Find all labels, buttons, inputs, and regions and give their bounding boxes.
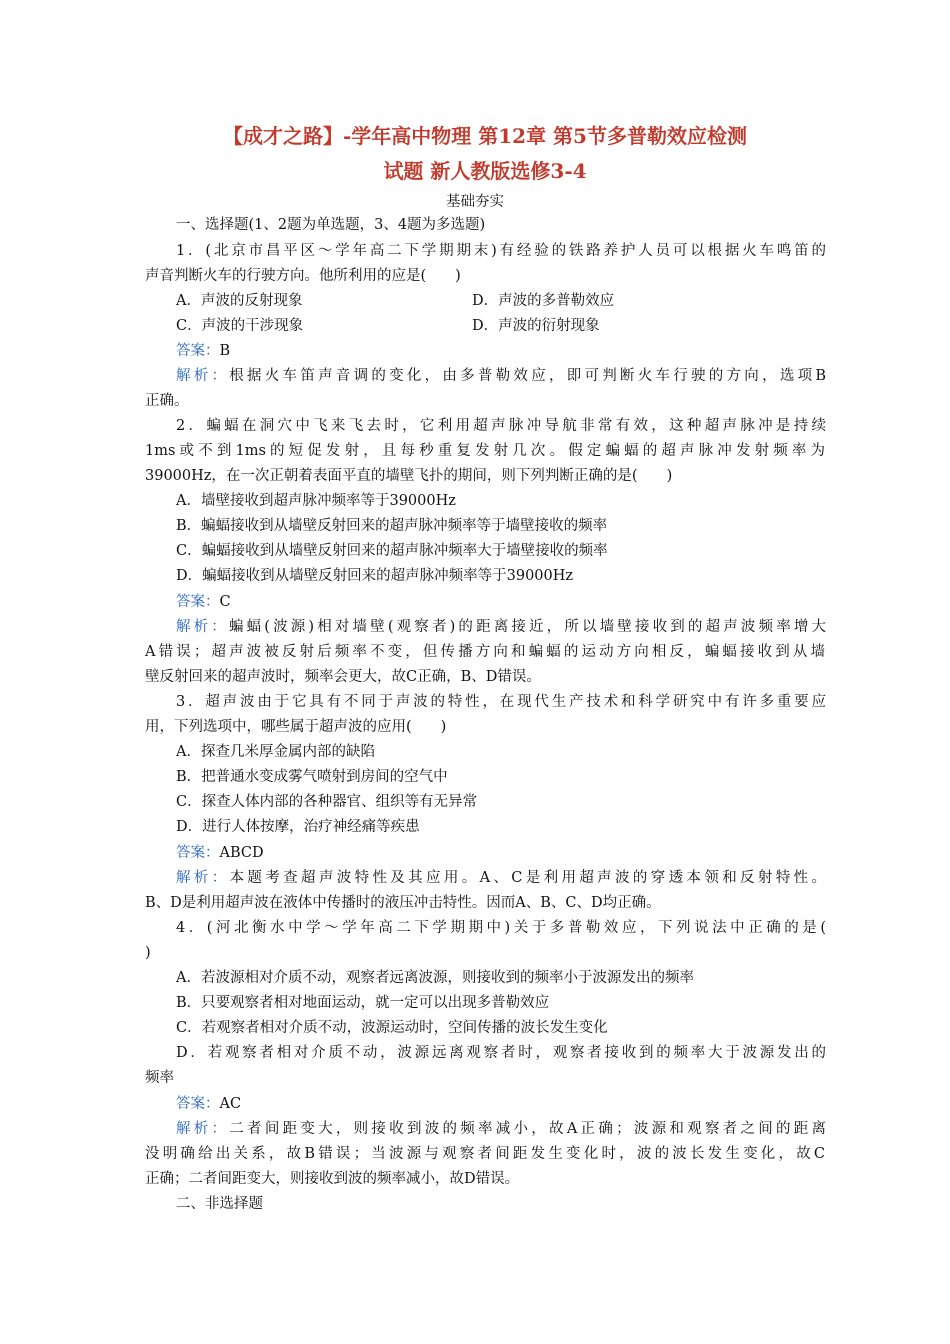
q3-stem-line-2: 用，下列选项中，哪些属于超声波的应用( ) bbox=[145, 719, 447, 735]
answer-label: 答案： bbox=[176, 845, 220, 861]
q1-analysis-line-2: 正确。 bbox=[145, 393, 189, 409]
q2-option-b: B．蝙蝠接收到从墙壁反射回来的超声脉冲频率等于墙壁接收的频率 bbox=[176, 518, 608, 534]
q4-analysis-line-2: 没明确给出关系，故B错误；当波源与观察者间距发生变化时，波的波长发生变化，故C bbox=[145, 1146, 825, 1162]
q4-analysis-text-1: 二者间距变大，则接收到波的频率减小，故A正确；波源和观察者之间的距离 bbox=[229, 1121, 827, 1137]
q1-option-c: C．声波的干涉现象 bbox=[176, 318, 304, 334]
q3-stem-line-1: 3．超声波由于它具有不同于声波的特性，在现代生产技术和科学研究中有许多重要应 bbox=[176, 694, 826, 710]
q3-option-c: C．探查人体内部的各种器官、组织等有无异常 bbox=[176, 794, 478, 810]
analysis-label: 解析： bbox=[176, 619, 229, 635]
q4-option-d-cont: 频率 bbox=[145, 1070, 174, 1086]
q1-analysis-line-1 bbox=[176, 366, 826, 386]
q2-analysis-line-3: 壁反射回来的超声波时，频率会更大，故C正确，B、D错误。 bbox=[145, 669, 541, 685]
answer-label: 答案： bbox=[176, 1096, 220, 1112]
part2-heading: 二、非选择题 bbox=[176, 1196, 263, 1212]
q4-stem-line-1: 4．(河北衡水中学～学年高二下学期期中)关于多普勒效应，下列说法中正确的是( bbox=[176, 920, 826, 936]
q2-stem-line-2: 1ms或不到1ms的短促发射，且每秒重复发射几次。假定蝙蝠的超声脉冲发射频率为 bbox=[145, 443, 825, 459]
q4-answer-value: AC bbox=[219, 1096, 242, 1112]
answer-label: 答案： bbox=[176, 343, 220, 359]
q1-option-a: A．声波的反射现象 bbox=[176, 293, 303, 309]
q2-stem-line-3: 39000Hz，在一次正朝着表面平直的墙壁飞扑的期间，则下列判断正确的是( ) bbox=[145, 468, 673, 484]
q4-option-c: C．若观察者相对介质不动，波源运动时，空间传播的波长发生变化 bbox=[176, 1020, 608, 1036]
q2-answer-value: C bbox=[219, 594, 231, 610]
q4-stem-line-2: ) bbox=[145, 945, 151, 961]
q2-analysis-line-2: A错误；超声波被反射后频率不变，但传播方向和蝙蝠的运动方向相反，蝙蝠接收到从墙 bbox=[145, 644, 825, 660]
q3-analysis-text-1: 本题考查超声波特性及其应用。A、C是利用超声波的穿透本领和反射特性。 bbox=[229, 870, 826, 886]
title-line-2: 试题 新人教版选修3-4 bbox=[383, 159, 587, 183]
q1-stem-line-2: 声音判断火车的行驶方向。他所利用的应是( ) bbox=[145, 268, 461, 284]
q4-analysis-line-3: 正确；二者间距变大，则接收到波的频率减小，故D错误。 bbox=[145, 1171, 520, 1187]
q1-analysis-text-1: 根据火车笛声音调的变化，由多普勒效应，即可判断火车行驶的方向，选项B bbox=[229, 368, 826, 384]
q3-answer bbox=[176, 843, 826, 863]
q4-analysis-line-1 bbox=[176, 1119, 826, 1139]
q2-option-a: A．墙壁接收到超声脉冲频率等于39000Hz bbox=[176, 493, 456, 509]
q1-option-d: D．声波的衍射现象 bbox=[472, 318, 600, 334]
q2-analysis-line-1 bbox=[176, 617, 826, 637]
q4-option-d: D．若观察者相对介质不动，波源远离观察者时，观察者接收到的频率大于波源发出的 bbox=[176, 1045, 826, 1061]
q3-analysis-line-1 bbox=[176, 868, 826, 888]
q1-answer bbox=[176, 341, 826, 361]
q2-answer bbox=[176, 592, 826, 612]
part1-heading: 一、选择题(1、2题为单选题，3、4题为多选题) bbox=[176, 217, 486, 233]
section-title: 基础夯实 bbox=[446, 194, 504, 210]
q4-answer bbox=[176, 1094, 826, 1114]
q3-option-a: A．探查几米厚金属内部的缺陷 bbox=[176, 744, 375, 760]
q4-option-b: B．只要观察者相对地面运动，就一定可以出现多普勒效应 bbox=[176, 995, 550, 1011]
q2-analysis-text-1: 蝙蝠(波源)相对墙壁(观察者)的距离接近，所以墙壁接收到的超声波频率增大 bbox=[228, 619, 827, 635]
q2-option-d: D．蝙蝠接收到从墙壁反射回来的超声脉冲频率等于39000Hz bbox=[176, 568, 574, 584]
q2-stem-line-1: 2．蝙蝠在洞穴中飞来飞去时，它利用超声脉冲导航非常有效，这种超声脉冲是持续 bbox=[176, 418, 826, 434]
analysis-label: 解析： bbox=[176, 1121, 230, 1137]
q3-answer-value: ABCD bbox=[219, 845, 264, 861]
q1-stem-line-1: 1．(北京市昌平区～学年高二下学期期末)有经验的铁路养护人员可以根据火车鸣笛的 bbox=[176, 243, 826, 259]
title-line-1: 【成才之路】-学年高中物理 第12章 第5节多普勒效应检测 bbox=[223, 124, 747, 148]
q3-option-b: B．把普通水变成雾气喷射到房间的空气中 bbox=[176, 769, 448, 785]
answer-label: 答案： bbox=[176, 594, 220, 610]
q1-answer-value: B bbox=[219, 343, 231, 359]
analysis-label: 解析： bbox=[176, 870, 230, 886]
analysis-label: 解析： bbox=[176, 368, 230, 384]
q3-analysis-line-2: B、D是利用超声波在液体中传播时的液压冲击特性。因而A、B、C、D均正确。 bbox=[145, 895, 661, 911]
q2-option-c: C．蝙蝠接收到从墙壁反射回来的超声脉冲频率大于墙壁接收的频率 bbox=[176, 543, 608, 559]
q1-option-b: D．声波的多普勒效应 bbox=[472, 293, 615, 309]
q3-option-d: D．进行人体按摩，治疗神经痛等疾患 bbox=[176, 819, 420, 835]
q4-option-a: A．若波源相对介质不动，观察者远离波源，则接收到的频率小于波源发出的频率 bbox=[176, 970, 694, 986]
